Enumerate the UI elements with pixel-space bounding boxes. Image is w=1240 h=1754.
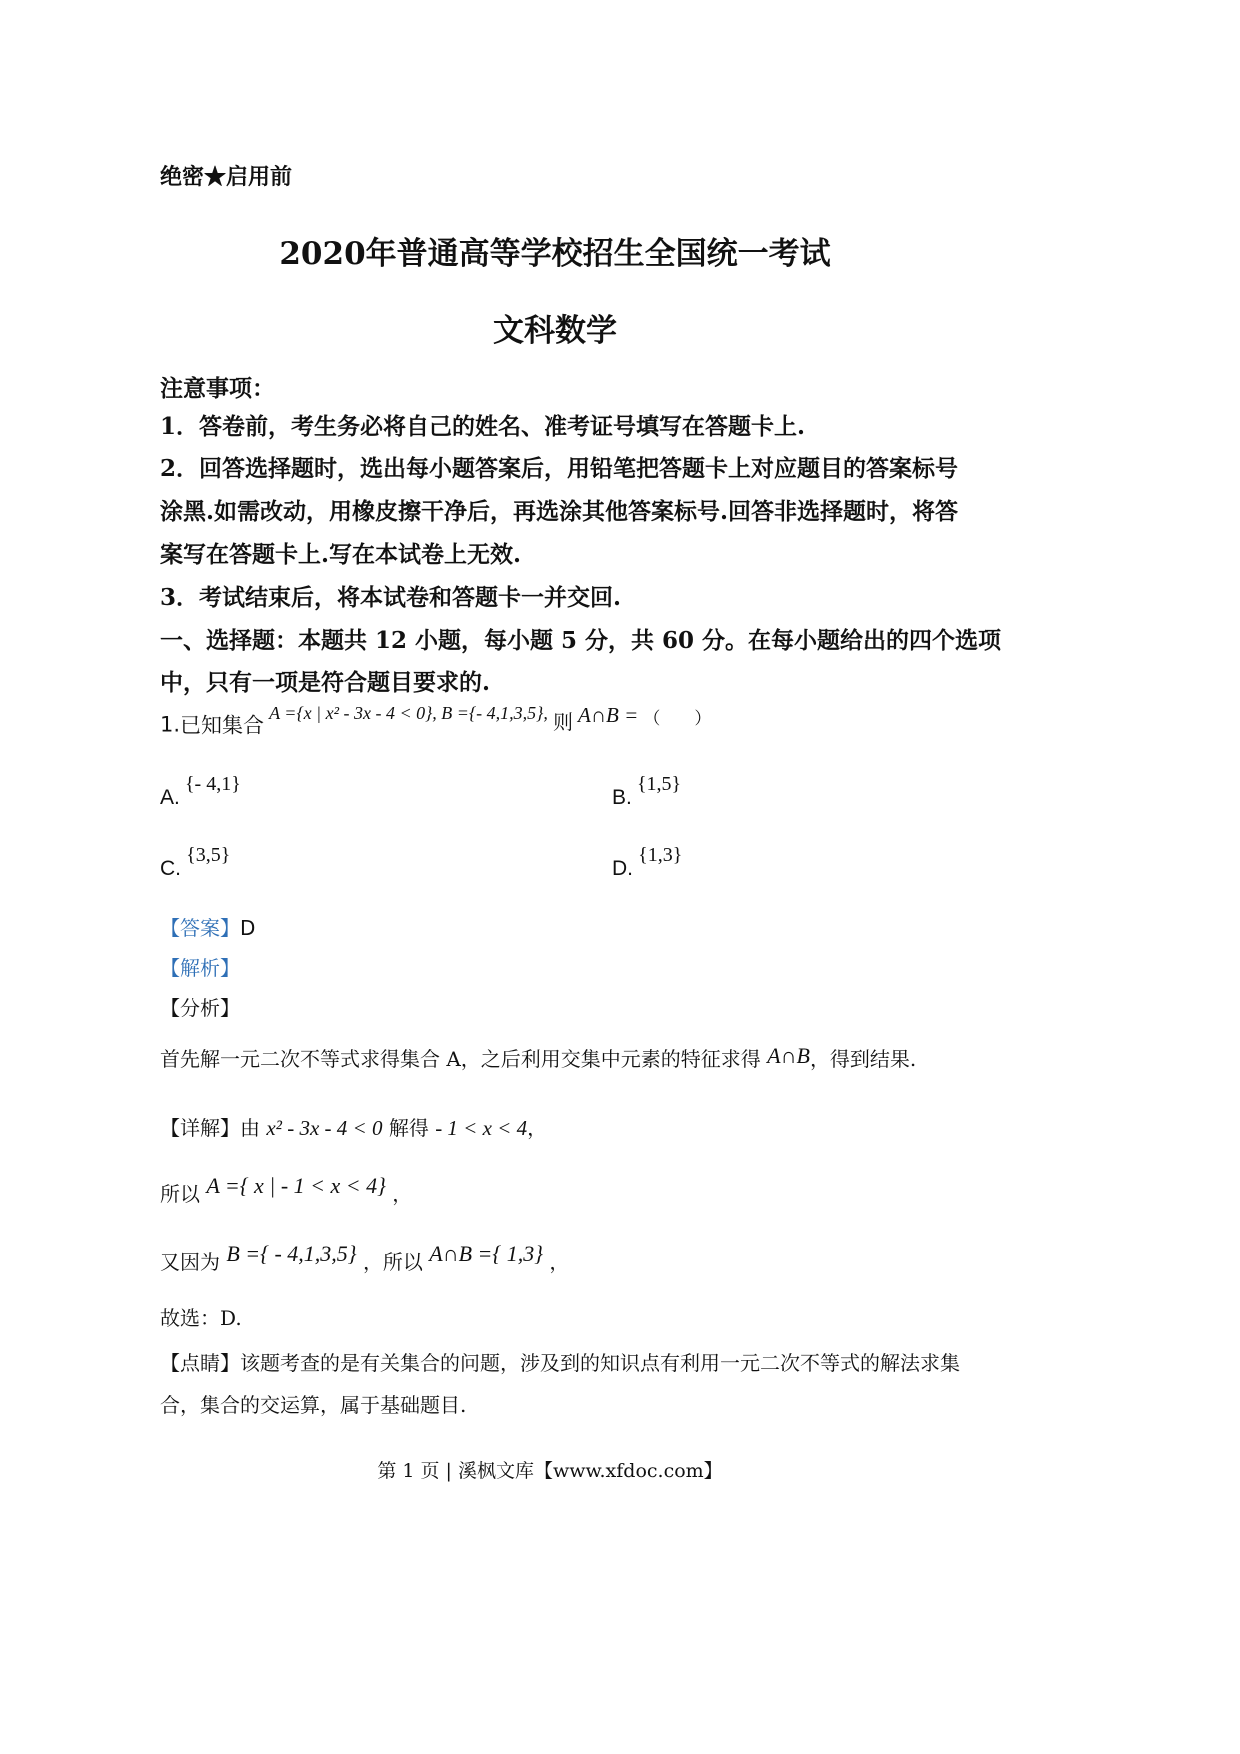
question-then: 则 [552,710,573,734]
detail-l1-end: ， [527,1116,548,1140]
detail-set-a: A ={ x | - 1 < x < 4} [206,1173,386,1198]
fenxi-text-b: ，得到结果. [809,1047,917,1071]
page-footer: 第 1 页 | 溪枫文库【www.xfdoc.com】 [377,1460,723,1482]
fenxi-text-a: 首先解一元二次不等式求得集合 A，之后利用交集中元素的特征求得 [160,1047,761,1071]
question-intersection: A∩B = [578,703,639,727]
question-prefix: 已知集合 [180,713,265,738]
answer-value: D [240,916,256,940]
comment-line-2: 合，集合的交运算，属于基础题目. [160,1393,467,1417]
option-letter: A. [160,786,180,809]
exam-title: 2020年普通高等学校招生全国统一考试 [279,236,831,272]
question-set-expr: A ={x | x² - 3x - 4 < 0}, B ={- 4,1,3,5}, [269,703,548,723]
detail-line-1 [160,1112,547,1141]
detail-l2-a: 所以 [160,1182,200,1206]
option-value: {3,5} [186,844,231,866]
note-2-line-1: 2．回答选择题时，选出每小题答案后，用铅笔把答题卡上对应题目的答案标号 [160,455,959,482]
fenxi-expr: A∩B [767,1043,810,1068]
detail-l3-mid: ，所以 [362,1250,423,1274]
fenxi-label: 【分析】 [160,996,240,1020]
detail-solution: - 1 < x < 4 [435,1116,528,1140]
detail-inequality: x² - 3x - 4 < 0 [266,1116,383,1140]
answer-label: 【答案】 [160,916,240,940]
option-letter: C. [160,857,181,880]
option-letter: D. [612,857,633,880]
secret-label: 绝密★启用前 [160,164,293,190]
note-3: 3．考试结束后，将本试卷和答题卡一并交回. [160,584,622,611]
note-1: 1．答卷前，考生务必将自己的姓名、准考证号填写在答题卡上. [160,413,806,440]
exam-subtitle: 文科数学 [493,313,617,349]
detail-l2-end: ， [392,1182,413,1206]
question-1 [160,703,712,746]
detail-l3-a: 又因为 [160,1250,220,1274]
option-value: {1,3} [638,844,683,866]
option-letter: B. [612,786,632,809]
question-paren: （ ） [643,709,712,729]
answer-line [160,912,255,941]
option-b[interactable] [612,772,682,809]
option-c[interactable] [160,843,231,880]
option-d[interactable] [612,843,683,880]
option-value: {1,5} [636,773,682,795]
notes-heading: 注意事项： [160,375,275,402]
detail-intersection: A∩B ={ 1,3} [429,1241,544,1266]
question-number: 1. [160,712,181,737]
detail-l1-a: 由 [240,1116,260,1140]
detail-l3-end: ， [549,1250,570,1274]
comment-label: 【点睛】 [160,1351,240,1375]
detail-label: 【详解】 [160,1116,240,1140]
detail-set-b: B ={ - 4,1,3,5} [226,1241,357,1266]
detail-l1-b: 解得 [388,1116,429,1140]
option-value: {- 4,1} [184,773,241,795]
option-a[interactable] [160,772,241,809]
note-2-line-2: 涂黑.如需改动，用橡皮擦干净后，再选涂其他答案标号.回答非选择题时，将答 [160,498,959,525]
section-line-1: 一、选择题：本题共 12 小题，每小题 5 分，共 60 分。在每小题给出的四个选项 [160,627,1002,654]
comment-line-1 [160,1347,960,1376]
detail-conclusion: 故选：D. [160,1306,242,1330]
note-2-line-3: 案写在答题卡上.写在本试卷上无效. [160,541,522,568]
fenxi-text [160,1043,916,1072]
section-line-2: 中，只有一项是符合题目要求的. [160,669,491,696]
detail-line-3 [160,1238,570,1274]
detail-line-2 [160,1170,413,1206]
analysis-label: 【解析】 [160,956,240,980]
comment-text-a: 该题考查的是有关集合的问题，涉及到的知识点有利用一元二次不等式的解法求集 [240,1351,960,1375]
